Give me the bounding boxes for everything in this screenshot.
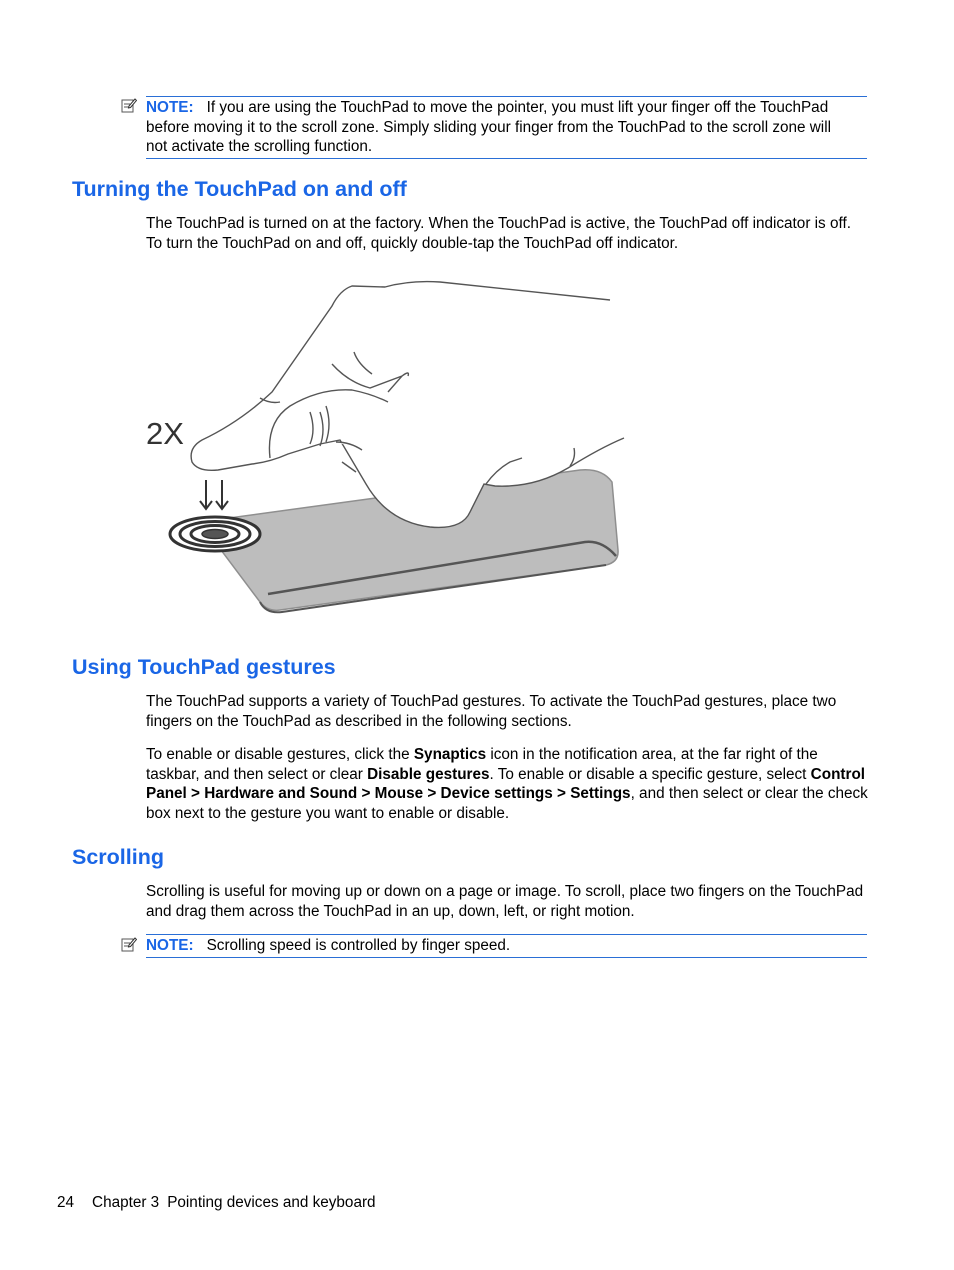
chapter-number: Chapter 3 (92, 1194, 160, 1211)
paragraph: The TouchPad is turned on at the factory. When the TouchPad is active, the TouchPad off indicator is off. To turn the TouchPad on and off, quickly double-tap the TouchPad off indicator. (146, 215, 851, 252)
text-run: , and then select or clear the check box next to the gesture you want to enable or disable. (146, 785, 868, 822)
note-box (146, 934, 867, 958)
note-label: NOTE: (146, 99, 194, 116)
chapter-title: Pointing devices and keyboard (167, 1194, 376, 1211)
double-down-arrow-icon (200, 480, 228, 509)
note-pencil-icon (121, 97, 137, 113)
note-box (146, 96, 867, 159)
text-run: . To enable or disable a specific gesture, select (489, 765, 811, 783)
note-text: If you are using the TouchPad to move the pointer, you must lift your finger off the TouchPad (206, 99, 829, 116)
section-heading: Turning the TouchPad on and off (72, 177, 407, 201)
bold-term: Disable gestures (367, 765, 490, 783)
bold-term: Synaptics (413, 746, 487, 763)
page-number: 24 (57, 1194, 75, 1211)
section-heading: Using TouchPad gestures (72, 655, 336, 679)
tap-count-label: 2X (146, 416, 184, 451)
bold-path: Control Panel > Hardware and Sound > Mouse > Device settings > Settings (146, 765, 866, 802)
text-run: To enable or disable gestures, click the (146, 746, 414, 763)
paragraph: The TouchPad supports a variety of TouchPad gestures. To activate the TouchPad gestures, place two fingers on the TouchPad as described in the following sections. (146, 693, 837, 730)
note-pencil-icon (121, 936, 137, 952)
paragraph: Scrolling is useful for moving up or down on a page or image. To scroll, place two fingers on the TouchPad and drag them across the TouchPad in an up, down, left, or right motion. (146, 883, 864, 920)
note-text: before moving it to the scroll zone. Simply sliding your finger from the TouchPad to the scroll zone will (146, 118, 832, 136)
section-heading: Scrolling (72, 845, 164, 869)
touchpad-off-indicator-icon (170, 517, 260, 551)
note-label: NOTE: (146, 937, 194, 954)
note-text: Scrolling speed is controlled by finger speed. (206, 937, 511, 954)
text-run: icon in the notification area, at the far right of the taskbar, and then select or clear (146, 746, 818, 783)
note-text: not activate the scrolling function. (146, 138, 373, 155)
touchpad-double-tap-illustration (140, 272, 630, 622)
page-footer (57, 1193, 394, 1212)
paragraph (146, 745, 868, 823)
